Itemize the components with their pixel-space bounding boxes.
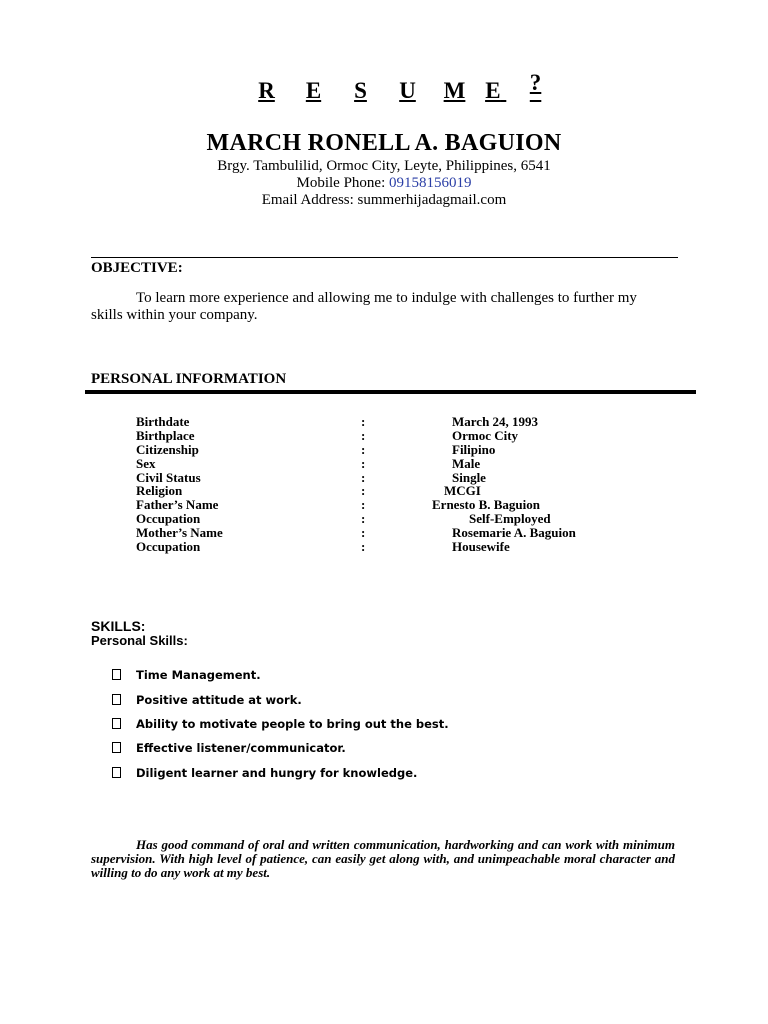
info-separator: :	[361, 428, 366, 443]
email-line: Email Address: summerhijadagmail.com	[261, 192, 507, 208]
title-accent-mark: ?	[529, 70, 542, 95]
list-item	[112, 740, 346, 756]
phone-label: Mobile Phone:	[296, 175, 389, 191]
summary-text: Has good command of oral and written communication, hardworking and can work with minimum supervision. With high level of patience, can easily get along with, and unimpeachable moral character and willing to do any work at my best.	[91, 837, 675, 880]
info-separator: :	[361, 456, 366, 471]
skills-heading: SKILLS:	[91, 618, 146, 634]
info-row-birthdate	[0, 415, 768, 429]
info-value: March 24, 1993	[452, 414, 539, 429]
section-divider-thick	[85, 390, 696, 394]
list-item	[112, 667, 261, 683]
info-label: Father’s Name	[136, 497, 219, 512]
objective-heading: OBJECTIVE:	[91, 260, 183, 276]
skill-text: Ability to motivate people to bring out the best.	[136, 717, 449, 731]
bullet-box-icon	[112, 694, 121, 705]
phone-line	[0, 175, 768, 192]
info-value: Ormoc City	[452, 428, 519, 443]
personal-info-heading: PERSONAL INFORMATION	[91, 371, 287, 387]
skill-text: Diligent learner and hungry for knowledge.	[136, 766, 418, 780]
info-value: Single	[452, 470, 486, 485]
info-value: Self-Employed	[469, 511, 551, 526]
info-value: MCGI	[444, 483, 481, 498]
info-value: Filipino	[452, 442, 496, 457]
bullet-box-icon	[112, 742, 121, 753]
phone-number-link[interactable]: 09158156019	[389, 175, 472, 191]
info-value: Rosemarie A. Baguion	[452, 525, 576, 540]
info-label: Citizenship	[136, 442, 199, 457]
divider-line	[91, 257, 678, 259]
info-value: Male	[452, 456, 481, 471]
info-label: Civil Status	[136, 470, 201, 485]
title-letter-e: E	[305, 78, 322, 103]
info-label: Occupation	[136, 511, 201, 526]
applicant-name: MARCH RONELL A. BAGUION	[206, 130, 562, 156]
list-item	[112, 765, 417, 781]
skill-text: Positive attitude at work.	[136, 693, 302, 707]
objective-text-line2: skills within your company.	[91, 307, 258, 323]
list-item	[112, 692, 302, 708]
info-row-mother-occupation	[0, 540, 768, 554]
title-letter-m: M	[443, 78, 466, 103]
info-separator: :	[361, 497, 366, 512]
info-label: Mother’s Name	[136, 525, 223, 540]
info-label: Birthdate	[136, 414, 190, 429]
info-row-citizenship	[0, 443, 768, 457]
info-separator: :	[361, 511, 366, 526]
title-letter-u: U	[399, 78, 416, 103]
title-letter-r: R	[258, 78, 275, 103]
info-row-religion	[0, 484, 768, 498]
info-separator: :	[361, 539, 366, 554]
address-line: Brgy. Tambulilid, Ormoc City, Leyte, Philippines, 6541	[217, 158, 551, 174]
info-row-fathers-name	[0, 498, 768, 512]
info-row-birthplace	[0, 429, 768, 443]
info-row-father-occupation	[0, 512, 768, 526]
info-label: Birthplace	[136, 428, 195, 443]
list-item	[112, 716, 449, 732]
bullet-box-icon	[112, 669, 121, 680]
info-row-sex	[0, 457, 768, 471]
bullet-box-icon	[112, 718, 121, 729]
info-label: Sex	[136, 456, 156, 471]
info-row-civil-status	[0, 471, 768, 485]
objective-text-line1: To learn more experience and allowing me to indulge with challenges to further my	[136, 290, 637, 306]
skill-text: Effective listener/communicator.	[136, 741, 346, 755]
info-row-mothers-name	[0, 526, 768, 540]
info-separator: :	[361, 442, 366, 457]
resume-title	[0, 70, 768, 112]
summary-paragraph	[91, 838, 675, 880]
personal-skills-subheading: Personal Skills:	[91, 633, 188, 648]
info-separator: :	[361, 414, 366, 429]
info-label: Occupation	[136, 539, 201, 554]
info-value: Housewife	[452, 539, 510, 554]
info-label: Religion	[136, 483, 183, 498]
info-separator: :	[361, 470, 366, 485]
bullet-box-icon	[112, 767, 121, 778]
title-letter-s: S	[354, 78, 367, 103]
info-separator: :	[361, 525, 366, 540]
title-letter-e2: E	[485, 78, 501, 103]
info-value: Ernesto B. Baguion	[432, 497, 540, 512]
title-letter-e-accented	[478, 70, 542, 112]
skill-text: Time Management.	[136, 668, 261, 682]
info-separator: :	[361, 483, 366, 498]
